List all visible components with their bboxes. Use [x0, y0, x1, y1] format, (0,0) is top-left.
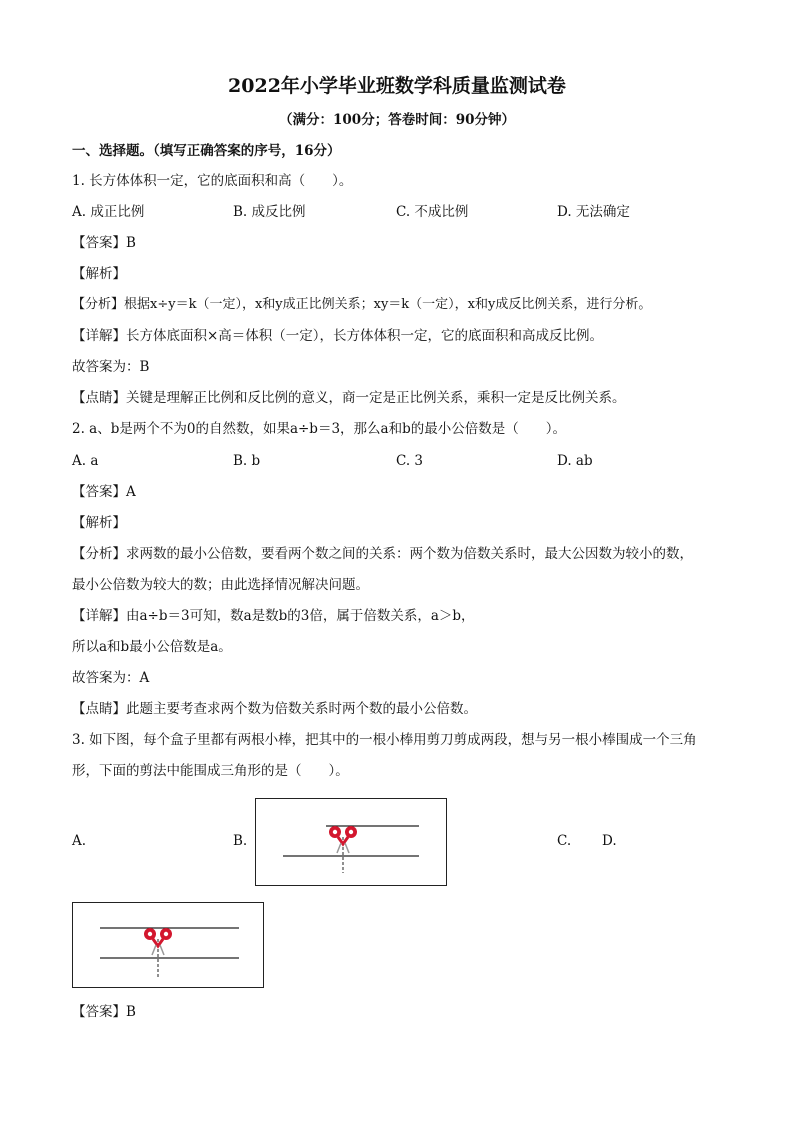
q2-fenxi-line-2: 最小公倍数为较大的数；由此选择情况解决问题。 — [72, 577, 369, 593]
question-2-stem: 2. a、b是两个不为0的自然数，如果a÷b＝3，那么a和b的最小公倍数是（ ）。 — [72, 421, 566, 437]
figure-b-sticks — [256, 799, 446, 885]
figure-c-box — [72, 902, 264, 988]
q1-option-a: A. 成正比例 — [72, 204, 145, 220]
q3-option-c: C. — [557, 833, 572, 849]
q2-fenxi-line-1: 【分析】求两数的最小公倍数，要看两个数之间的关系：两个数为倍数关系时，最大公因数为较小的数， — [72, 546, 693, 562]
q2-dianjing: 【点睛】此题主要考查求两个数为倍数关系时两个数的最小公倍数。 — [72, 701, 477, 717]
question-3-stem-line-1: 3. 如下图，每个盒子里都有两根小棒，把其中的一根小棒用剪刀剪成两段，想与另一根小棒围成一个三角 — [72, 732, 697, 748]
q2-xiangjie-line-2: 所以a和b最小公倍数是a。 — [72, 639, 232, 655]
q2-option-d: D. ab — [557, 453, 593, 469]
q2-option-c: C. 3 — [396, 453, 424, 469]
q3-option-b: B. — [233, 833, 248, 849]
q2-option-a: A. a — [72, 453, 99, 469]
question-3-stem-line-2: 形，下面的剪法中能围成三角形的是（ ）。 — [72, 763, 349, 779]
q1-answer: 【答案】B — [72, 235, 136, 251]
question-1-stem: 1. 长方体体积一定，它的底面积和高（ ）。 — [72, 173, 353, 189]
q2-answer: 【答案】A — [72, 484, 136, 500]
page-title: 2022年小学毕业班数学科质量监测试卷 — [228, 75, 566, 97]
q1-dianjing: 【点睛】关键是理解正比例和反比例的意义，商一定是正比例关系，乘积一定是反比例关系。 — [72, 390, 626, 406]
q1-analysis-label: 【解析】 — [72, 266, 126, 282]
q1-option-b: B. 成反比例 — [233, 204, 306, 220]
q1-xiangjie: 【详解】长方体底面积×高＝体积（一定），长方体体积一定，它的底面积和高成反比例。 — [72, 328, 604, 344]
q1-conclusion: 故答案为：B — [72, 359, 150, 375]
figure-b-box — [255, 798, 447, 886]
q3-option-d: D. — [602, 833, 617, 849]
q1-fenxi: 【分析】根据x÷y＝k（一定），x和y成正比例关系；xy＝k（一定），x和y成反比例关系，进行分析。 — [72, 297, 652, 312]
q1-option-d: D. 无法确定 — [557, 204, 630, 220]
section-heading: 一、选择题。（填写正确答案的序号，16分） — [72, 143, 341, 159]
page-subtitle: （满分：100分；答卷时间：90分钟） — [279, 112, 515, 128]
q1-option-c: C. 不成比例 — [396, 204, 469, 220]
q3-option-a: A. — [72, 833, 87, 849]
q3-answer: 【答案】B — [72, 1004, 136, 1020]
q2-analysis-label: 【解析】 — [72, 515, 126, 531]
figure-c-sticks — [73, 903, 263, 987]
q2-xiangjie-line-1: 【详解】由a÷b＝3可知，数a是数b的3倍，属于倍数关系，a＞b， — [72, 608, 475, 624]
q2-conclusion: 故答案为：A — [72, 670, 150, 686]
q2-option-b: B. b — [233, 453, 261, 469]
